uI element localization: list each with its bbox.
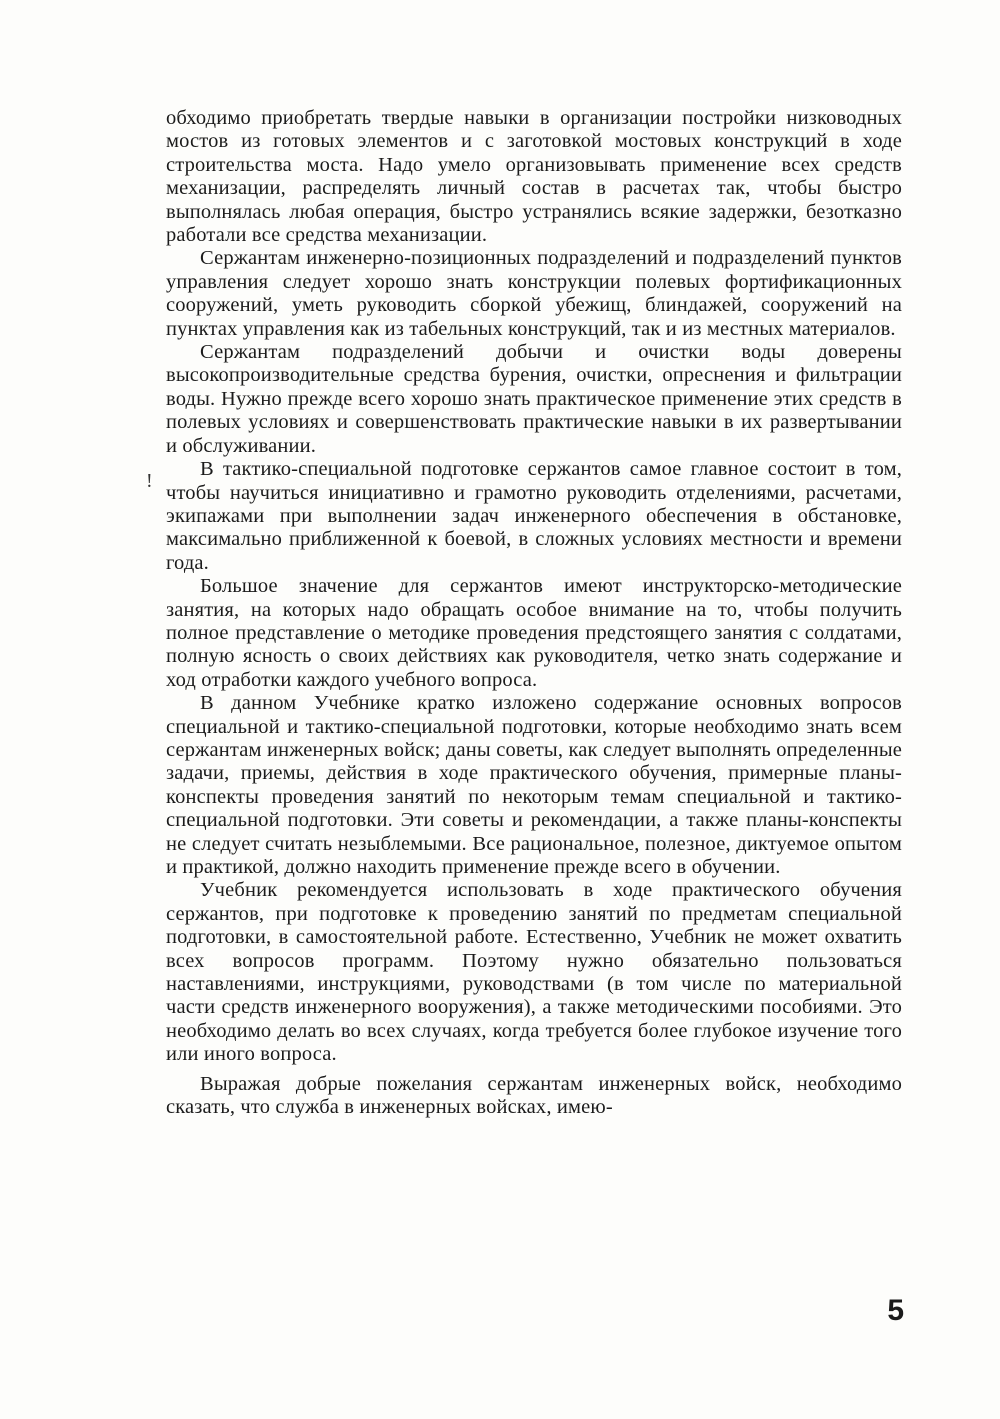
paragraph-continuation: обходимо приобретать твердые навыки в организации постройки низководных мостов из готовых элементов и с заготовкой мостовых конструкций в ходе строительства моста. Надо умело организовывать применение всех средств механизации, распределять личный состав в расчетах так, чтобы быстро выполнялась любая операция, быстро устранялись всякие задержки, безотказно работали все средства механизации. (166, 107, 902, 247)
paragraph-water-units: Сержантам подразделений добычи и очистки воды доверены высокопроизводительные средства бурения, очистки, опреснения и фильтрации воды. Нужно прежде всего хорошо знать практическое применение этих средств в полевых условиях и совершенствовать практические навыки в их развертывании и обслуживании. (166, 341, 902, 457)
paragraph-methodical-classes: Большое значение для сержантов имеют инструкторско-методические занятия, на которых надо обращать особое внимание на то, чтобы получить полное представление о методике проведения предстоящего занятия с солдатами, полную ясность о своих действиях как руководителя, четко знать содержание и ход отработки каждого учебного вопроса. (166, 575, 902, 691)
paragraph-tactical-training: В тактико-специальной подготовке сержантов самое главное состоит в том, чтобы научиться инициативно и грамотно руководить отделениями, расчетами, экипажами при выполнении задач инженерного обеспечения в обстановке, максимально приближенной к боевой, в сложных условиях местности и времени года. (166, 458, 902, 574)
page-number: 5 (887, 1294, 904, 1327)
paragraph-wishes: Выражая добрые пожелания сержантам инженерных войск, необходимо сказать, что служба в инженерных войсках, имею- (166, 1072, 902, 1119)
body-text (166, 107, 902, 1119)
paragraph-textbook-usage: Учебник рекомендуется использовать в ходе практического обучения сержантов, при подготовке к проведению занятий по предметам специальной подготовки, в самостоятельной работе. Естественно, Учебник не может охватить всех вопросов программ. Поэтому нужно обязательно пользоваться наставлениями, инструкциями, руководствами (в том числе по материальной части средств инженерного вооружения), а также методическими пособиями. Это необходимо делать во всех случаях, когда требуется более глубокое изучение того или иного вопроса. (166, 879, 902, 1066)
paragraph-textbook-contents: В данном Учебнике кратко изложено содержание основных вопросов специальной и тактико-специальной подготовки, которые необходимо знать всем сержантам инженерных войск; даны советы, как следует выполнять определенные задачи, приемы, действия в ходе практического обучения, примерные планы-конспекты проведения занятий по некоторым темам специальной и тактико-специальной подготовки. Эти советы и рекомендации, а также планы-конспекты не следует считать незыблемыми. Все рациональное, полезное, диктуемое опытом и практикой, должно находить применение прежде всего в обучении. (166, 692, 902, 878)
margin-mark: ! (146, 470, 153, 492)
paragraph-positional-units: Сержантам инженерно-позиционных подразделений и подразделений пунктов управления следует хорошо знать конструкции полевых фортификационных сооружений, уметь руководить сборкой убежищ, блиндажей, сооружений на пунктах управления как из табельных конструкций, так и из местных материалов. (166, 247, 902, 340)
